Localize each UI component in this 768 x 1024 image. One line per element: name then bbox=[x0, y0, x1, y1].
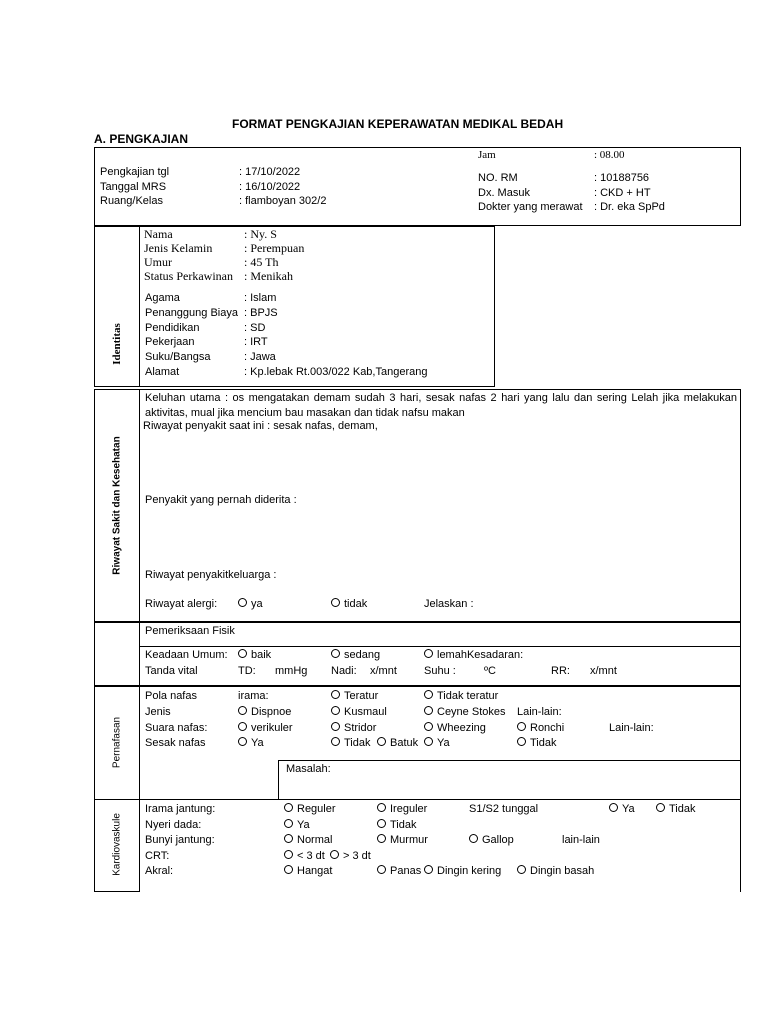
keadaan-label: Keadaan Umum: bbox=[145, 649, 228, 661]
row-label: Suku/Bangsa bbox=[145, 351, 211, 364]
rr-label: RR: bbox=[551, 665, 570, 677]
radio-icon bbox=[331, 598, 340, 607]
row-value: : CKD + HT bbox=[594, 186, 651, 199]
s1s2-tidak[interactable]: Tidak bbox=[656, 803, 696, 815]
radio-icon bbox=[284, 850, 293, 859]
crt-label: CRT: bbox=[145, 850, 170, 862]
sesak-label: Sesak nafas bbox=[145, 737, 206, 749]
radio-icon bbox=[377, 803, 386, 812]
radio-icon bbox=[284, 865, 293, 874]
page-title: FORMAT PENGKAJIAN KEPERAWATAN MEDIKAL BEDAH bbox=[232, 117, 564, 131]
row-value: : Jawa bbox=[244, 351, 276, 364]
irama-tidak-teratur[interactable]: Tidak teratur bbox=[424, 690, 498, 702]
row-value: : flamboyan 302/2 bbox=[239, 195, 327, 207]
row-label: Alamat bbox=[145, 366, 180, 378]
mmhg-label: mmHg bbox=[275, 665, 308, 677]
akral-dingin-kering[interactable]: Dingin kering bbox=[424, 865, 501, 877]
radio-icon bbox=[238, 722, 247, 731]
row-label: Status Perkawinan bbox=[144, 269, 233, 283]
row-label: Penanggung Biaya bbox=[145, 306, 238, 319]
irama-label: irama: bbox=[238, 690, 269, 702]
jam-label: Jam bbox=[478, 149, 496, 161]
row-label: Pekerjaan bbox=[145, 336, 195, 349]
riwayat-sekarang: Riwayat penyakit saat ini : sesak nafas, demam, bbox=[143, 420, 378, 432]
row-value: : SD bbox=[244, 321, 266, 334]
s1s2-label: S1/S2 tunggal bbox=[469, 803, 539, 815]
batuk-label[interactable]: Batuk bbox=[377, 737, 418, 749]
sesak-tidak[interactable]: Tidak bbox=[331, 737, 371, 749]
bunyi-normal[interactable]: Normal bbox=[284, 834, 332, 846]
akral-hangat[interactable]: Hangat bbox=[284, 865, 332, 877]
radio-icon bbox=[284, 803, 293, 812]
row-value: : Perempuan bbox=[244, 241, 305, 255]
suara-lain: Lain-lain: bbox=[609, 722, 654, 734]
irama-teratur[interactable]: Teratur bbox=[331, 690, 378, 702]
jelaskan-label: Jelaskan : bbox=[424, 598, 474, 610]
jenis-kusmaul[interactable]: Kusmaul bbox=[331, 706, 387, 718]
row-value: : Dr. eka SpPd bbox=[594, 201, 665, 213]
radio-icon bbox=[517, 722, 526, 731]
bunyi-lain: lain-lain bbox=[562, 834, 600, 846]
radio-icon bbox=[424, 706, 433, 715]
nyeri-tidak[interactable]: Tidak bbox=[377, 819, 417, 831]
radio-icon bbox=[377, 865, 386, 874]
s1s2-ya[interactable]: Ya bbox=[609, 803, 635, 815]
radio-icon bbox=[424, 722, 433, 731]
sesak-ya[interactable]: Ya bbox=[238, 737, 264, 749]
radio-icon bbox=[424, 649, 433, 658]
radio-icon bbox=[331, 649, 340, 658]
radio-icon bbox=[424, 865, 433, 874]
alergi-ya[interactable]: ya bbox=[238, 598, 263, 610]
row-label: Dx. Masuk bbox=[478, 186, 530, 199]
radio-icon bbox=[424, 737, 433, 746]
row-label: NO. RM bbox=[478, 172, 518, 184]
radio-icon bbox=[377, 819, 386, 828]
radio-icon bbox=[284, 819, 293, 828]
riwayat-keluarga: Riwayat penyakitkeluarga : bbox=[145, 569, 277, 581]
alergi-tidak[interactable]: tidak bbox=[331, 598, 367, 610]
kardio-label: Kardiovaskule bbox=[111, 813, 123, 876]
radio-icon bbox=[238, 737, 247, 746]
batuk-tidak[interactable]: Tidak bbox=[517, 737, 557, 749]
bunyi-label: Bunyi jantung: bbox=[145, 834, 215, 846]
suara-ronchi[interactable]: Ronchi bbox=[517, 722, 564, 734]
radio-icon bbox=[656, 803, 665, 812]
penyakit-pernah: Penyakit yang pernah diderita : bbox=[145, 494, 297, 506]
row-value: : 10188756 bbox=[594, 172, 650, 184]
row-value: : IRT bbox=[244, 336, 268, 349]
bunyi-murmur[interactable]: Murmur bbox=[377, 834, 428, 846]
nadi-unit: x/mnt bbox=[370, 665, 397, 677]
akral-dingin-basah[interactable]: Dingin basah bbox=[517, 865, 594, 877]
jam-value: : 08.00 bbox=[594, 149, 625, 161]
radio-icon bbox=[517, 865, 526, 874]
radio-icon bbox=[284, 834, 293, 843]
batuk-ya[interactable]: Ya bbox=[424, 737, 450, 749]
row-value: : BPJS bbox=[244, 306, 278, 319]
row-value: : 45 Th bbox=[244, 255, 279, 269]
row-label: Tanggal MRS bbox=[100, 180, 167, 193]
suara-label: Suara nafas: bbox=[145, 722, 208, 734]
jenis-label: Jenis bbox=[145, 706, 171, 718]
nadi-label: Nadi: bbox=[331, 665, 357, 677]
radio-icon bbox=[331, 690, 340, 699]
row-value: : Kp.lebak Rt.003/022 Kab,Tangerang bbox=[244, 366, 428, 378]
keadaan-lemah[interactable]: lemahKesadaran: bbox=[424, 649, 523, 661]
row-value: : Islam bbox=[244, 292, 277, 304]
radio-icon bbox=[330, 850, 339, 859]
row-label: Ruang/Kelas bbox=[100, 195, 163, 207]
irama-reguler[interactable]: Reguler bbox=[284, 803, 336, 815]
row-label: Jenis Kelamin bbox=[144, 241, 213, 255]
suhu-label: Suhu : bbox=[424, 665, 456, 677]
identitas-label: Identitas bbox=[111, 323, 123, 365]
suhu-unit: ºC bbox=[484, 665, 496, 677]
jenis-lain: Lain-lain: bbox=[517, 706, 562, 718]
jenis-dispnoe[interactable]: Dispnoe bbox=[238, 706, 291, 718]
rr-unit: x/mnt bbox=[590, 665, 617, 677]
akral-panas[interactable]: Panas bbox=[377, 865, 421, 877]
suara-wheezing[interactable]: Wheezing bbox=[424, 722, 486, 734]
radio-icon bbox=[517, 737, 526, 746]
alergi-label: Riwayat alergi: bbox=[145, 598, 218, 610]
keluhan-utama: Keluhan utama : os mengatakan demam sudah 3 hari, sesak nafas 2 hari yang lalu dan sering Lelah jika melakukan aktivitas, mual jika mencium bau masakan dan tidak nafsu makan bbox=[145, 392, 737, 419]
td-label: TD: bbox=[238, 665, 256, 677]
row-label: Agama bbox=[145, 292, 180, 304]
irama-jantung-label: Irama jantung: bbox=[145, 803, 216, 815]
pola-label: Pola nafas bbox=[145, 690, 197, 702]
row-label: Umur bbox=[144, 255, 172, 269]
radio-icon bbox=[331, 722, 340, 731]
crt-gt[interactable]: > 3 dt bbox=[330, 850, 371, 862]
row-label: Dokter yang merawat bbox=[478, 201, 583, 213]
nyeri-label: Nyeri dada: bbox=[145, 819, 202, 831]
keadaan-baik[interactable]: baik bbox=[238, 649, 271, 661]
pernafasan-label: Pernafasan bbox=[111, 716, 123, 769]
radio-icon bbox=[469, 834, 478, 843]
radio-icon bbox=[377, 737, 386, 746]
row-value: : 16/10/2022 bbox=[239, 180, 301, 193]
keadaan-sedang[interactable]: sedang bbox=[331, 649, 380, 661]
riwayat-label: Riwayat Sakit dan Kesehatan bbox=[111, 436, 123, 575]
row-label: Pengkajian tgl bbox=[100, 166, 170, 178]
masalah-label: Masalah: bbox=[286, 763, 331, 775]
radio-icon bbox=[331, 706, 340, 715]
radio-icon bbox=[238, 649, 247, 658]
row-value: : Ny. S bbox=[244, 227, 277, 241]
bunyi-gallop[interactable]: Gallop bbox=[469, 834, 514, 846]
suara-verikuler[interactable]: verikuler bbox=[238, 722, 293, 734]
fisik-title: Pemeriksaan Fisik bbox=[145, 625, 235, 637]
row-value: : Menikah bbox=[244, 269, 293, 283]
radio-icon bbox=[331, 737, 340, 746]
crt-lt[interactable]: < 3 dt bbox=[284, 850, 325, 862]
row-value: : 17/10/2022 bbox=[239, 166, 301, 178]
radio-icon bbox=[238, 598, 247, 607]
akral-label: Akral: bbox=[145, 865, 174, 877]
section-a-heading: A. PENGKAJIAN bbox=[94, 132, 189, 146]
suara-stridor[interactable]: Stridor bbox=[331, 722, 376, 734]
row-label: Nama bbox=[144, 227, 173, 241]
irama-ireguler[interactable]: Ireguler bbox=[377, 803, 427, 815]
jenis-ceyne[interactable]: Ceyne Stokes bbox=[424, 706, 505, 718]
radio-icon bbox=[609, 803, 618, 812]
radio-icon bbox=[377, 834, 386, 843]
nyeri-ya[interactable]: Ya bbox=[284, 819, 310, 831]
row-label: Pendidikan bbox=[145, 321, 200, 334]
tanda-vital: Tanda vital bbox=[145, 665, 198, 677]
radio-icon bbox=[424, 690, 433, 699]
radio-icon bbox=[238, 706, 247, 715]
